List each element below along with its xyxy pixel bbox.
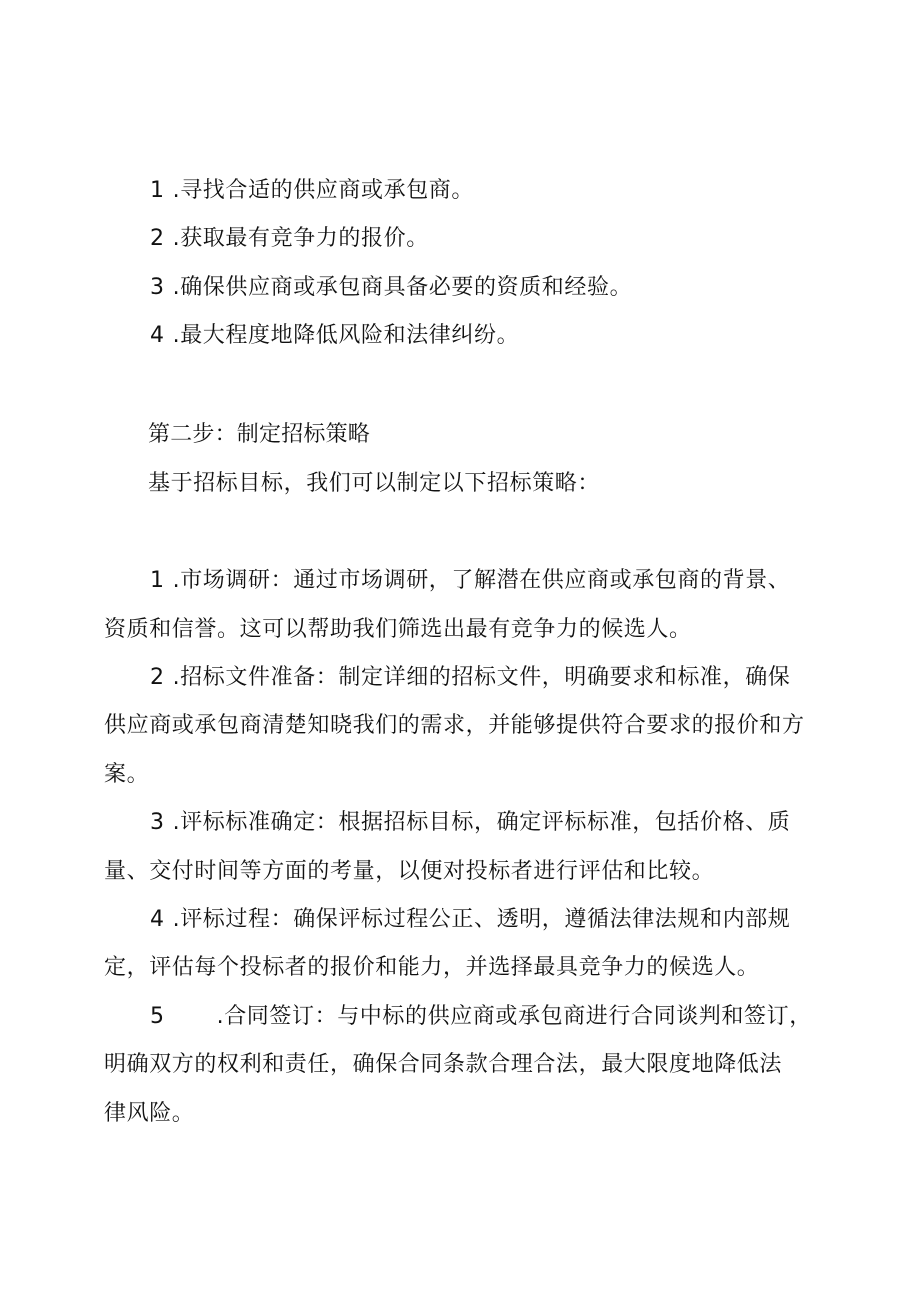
strategy-item-3-line-2: 量、交付时间等方面的考量，以便对投标者进行评估和比较。 bbox=[104, 859, 715, 884]
strategy-number: 2 bbox=[150, 665, 165, 690]
strategy-item-4-line-2: 定，评估每个投标者的报价和能力，并选择最具竞争力的候选人。 bbox=[104, 955, 760, 980]
goal-number: 3 bbox=[150, 275, 165, 300]
strategy-item-4-line-1 bbox=[150, 905, 790, 935]
strategy-text: .评标标准确定：根据招标目标，确定评标标准，包括价格、质 bbox=[172, 810, 791, 835]
strategy-text: .评标过程：确保评标过程公正、透明，遵循法律法规和内部规 bbox=[172, 907, 791, 932]
goal-number: 2 bbox=[150, 226, 165, 251]
strategy-number: 3 bbox=[150, 810, 165, 835]
strategy-item-5-line-1 bbox=[150, 1002, 812, 1032]
strategy-item-3-line-1 bbox=[150, 808, 790, 838]
goal-item-4 bbox=[150, 321, 519, 351]
strategy-item-2-line-2: 供应商或承包商清楚知晓我们的需求，并能够提供符合要求的报价和方 bbox=[104, 713, 805, 738]
goal-text: .确保供应商或承包商具备必要的资质和经验。 bbox=[172, 275, 633, 300]
section-heading: 第二步：制定招标策略 bbox=[148, 422, 371, 447]
goal-item-2 bbox=[150, 224, 429, 254]
goal-number: 1 bbox=[150, 178, 165, 203]
goal-text: .获取最有竞争力的报价。 bbox=[172, 226, 429, 251]
intro-paragraph: 基于招标目标，我们可以制定以下招标策略： bbox=[148, 471, 601, 496]
strategy-number: 1 bbox=[150, 568, 165, 593]
goal-item-3 bbox=[150, 273, 632, 303]
strategy-text: .合同签订：与中标的供应商或承包商进行合同谈判和签订， bbox=[216, 1004, 812, 1029]
goal-text: .寻找合适的供应商或承包商。 bbox=[172, 178, 475, 203]
strategy-text: .市场调研：通过市场调研，了解潜在供应商或承包商的背景、 bbox=[172, 568, 791, 593]
strategy-item-2-line-1 bbox=[150, 663, 790, 693]
strategy-item-2-line-3: 案。 bbox=[104, 762, 150, 787]
strategy-item-1-line-2: 资质和信誉。这可以帮助我们筛选出最有竞争力的候选人。 bbox=[104, 617, 692, 642]
goal-number: 4 bbox=[150, 323, 165, 348]
strategy-number: 5 bbox=[150, 1004, 165, 1029]
strategy-item-5-line-3: 律风险。 bbox=[104, 1101, 195, 1126]
goal-item-1 bbox=[150, 176, 474, 206]
goal-text: .最大程度地降低风险和法律纠纷。 bbox=[172, 323, 520, 348]
strategy-number: 4 bbox=[150, 907, 165, 932]
strategy-item-5-line-2: 明确双方的权利和责任，确保合同条款合理合法，最大限度地降低法 bbox=[104, 1052, 783, 1077]
strategy-text: .招标文件准备：制定详细的招标文件，明确要求和标准，确保 bbox=[172, 665, 791, 690]
strategy-item-1-line-1 bbox=[150, 566, 790, 596]
